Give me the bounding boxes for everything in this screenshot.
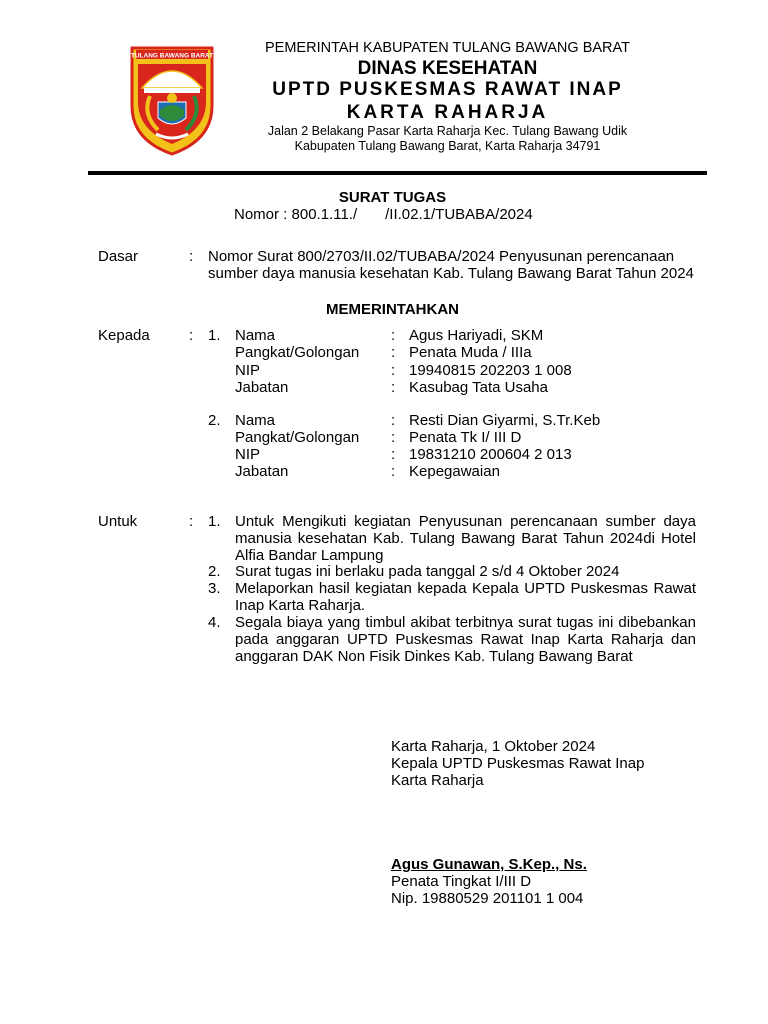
recipient-1-rank: Penata Muda / IIIa xyxy=(409,344,532,361)
recipient-1-name-colon: : xyxy=(391,327,396,344)
logo-caption: TULANG BAWANG BARAT xyxy=(130,52,214,60)
signature-role-line-1: Kepala UPTD Puskesmas Rawat Inap xyxy=(391,755,645,772)
letter-number-prefix: Nomor : 800.1.11./ xyxy=(234,206,358,223)
purpose-4-text: Segala biaya yang timbul akibat terbitnya surat tugas ini dibebankan pada anggaran UPTD Puskesmas Rawat Inap Karta Raharja dan anggaran DAK Non Fisik Dinkes Kab. Tulang Bawang Barat xyxy=(235,614,696,665)
unit-name: UPTD PUSKESMAS RAWAT INAP xyxy=(272,79,623,100)
address-line-1: Jalan 2 Belakang Pasar Karta Raharja Kec. Tulang Bawang Udik xyxy=(267,124,628,138)
recipients-colon: : xyxy=(189,327,194,344)
basis-colon: : xyxy=(189,248,194,265)
unit-location: KARTA RAHARJA xyxy=(346,102,549,123)
recipient-1-position-label: Jabatan xyxy=(235,379,289,396)
recipient-2-name-label: Nama xyxy=(235,412,276,429)
recipient-1-nip-label: NIP xyxy=(235,362,261,379)
recipient-1-nip-colon: : xyxy=(391,362,396,379)
purpose-1-text: Untuk Mengikuti kegiatan Penyusunan perencanaan sumber daya manusia kesehatan Kab. Tulang Bawang Barat Tahun 2024di Hotel Alfia Bandar Lampung xyxy=(235,513,696,564)
signatory-rank: Penata Tingkat I/III D xyxy=(391,873,532,890)
signature-role-line-2: Karta Raharja xyxy=(391,772,484,789)
order-heading: MEMERINTAHKAN xyxy=(325,301,460,318)
purpose-4-number: 4. xyxy=(208,614,221,631)
recipient-1-rank-label: Pangkat/Golongan xyxy=(235,344,360,361)
letterhead-divider xyxy=(88,171,707,175)
purpose-colon: : xyxy=(189,513,194,530)
recipient-1-number: 1. xyxy=(208,327,221,344)
purpose-3-number: 3. xyxy=(208,580,221,597)
recipient-2-position-colon: : xyxy=(391,463,396,480)
recipient-2-number: 2. xyxy=(208,412,221,429)
recipient-2-rank-label: Pangkat/Golongan xyxy=(235,429,360,446)
recipient-1-position-colon: : xyxy=(391,379,396,396)
recipient-1-position: Kasubag Tata Usaha xyxy=(409,379,548,396)
signatory-nip: Nip. 19880529 201101 1 004 xyxy=(391,890,584,907)
signatory-name: Agus Gunawan, S.Kep., Ns. xyxy=(391,856,587,873)
recipient-2-position: Kepegawaian xyxy=(409,463,500,480)
purpose-2-number: 2. xyxy=(208,563,221,580)
letter-number xyxy=(234,206,533,223)
recipient-2-nip: 19831210 200604 2 013 xyxy=(409,446,572,463)
recipient-2-position-label: Jabatan xyxy=(235,463,289,480)
agency-name: DINAS KESEHATAN xyxy=(357,58,538,79)
letter-number-suffix: /II.02.1/TUBABA/2024 xyxy=(385,206,533,223)
recipient-2-rank: Penata Tk I/ III D xyxy=(409,429,522,446)
purpose-label: Untuk xyxy=(98,513,138,530)
recipient-1-nip: 19940815 202203 1 008 xyxy=(409,362,572,379)
signature-place-date: Karta Raharja, 1 Oktober 2024 xyxy=(391,738,596,755)
recipients-label: Kepada xyxy=(98,327,150,344)
recipient-2-name-colon: : xyxy=(391,412,396,429)
recipient-2-rank-colon: : xyxy=(391,429,396,446)
purpose-1-number: 1. xyxy=(208,513,221,530)
recipient-2-nip-colon: : xyxy=(391,446,396,463)
recipient-1-name: Agus Hariyadi, SKM xyxy=(409,327,544,344)
purpose-3-text: Melaporkan hasil kegiatan kepada Kepala UPTD Puskesmas Rawat Inap Karta Raharja. xyxy=(235,580,696,614)
government-name: PEMERINTAH KABUPATEN TULANG BAWANG BARAT xyxy=(265,40,630,56)
recipient-2-nip-label: NIP xyxy=(235,446,261,463)
purpose-2-text: Surat tugas ini berlaku pada tanggal 2 s/d 4 Oktober 2024 xyxy=(235,563,620,580)
recipient-2-name: Resti Dian Giyarmi, S.Tr.Keb xyxy=(409,412,601,429)
address-line-2: Kabupaten Tulang Bawang Barat, Karta Raharja 34791 xyxy=(294,139,601,153)
recipient-1-name-label: Nama xyxy=(235,327,276,344)
basis-text: Nomor Surat 800/2703/II.02/TUBABA/2024 Penyusunan perencanaan sumber daya manusia kesehatan Kab. Tulang Bawang Barat Tahun 2024 xyxy=(208,248,694,282)
letter-title: SURAT TUGAS xyxy=(338,189,447,206)
recipient-1-rank-colon: : xyxy=(391,344,396,361)
basis-label: Dasar xyxy=(98,248,139,265)
